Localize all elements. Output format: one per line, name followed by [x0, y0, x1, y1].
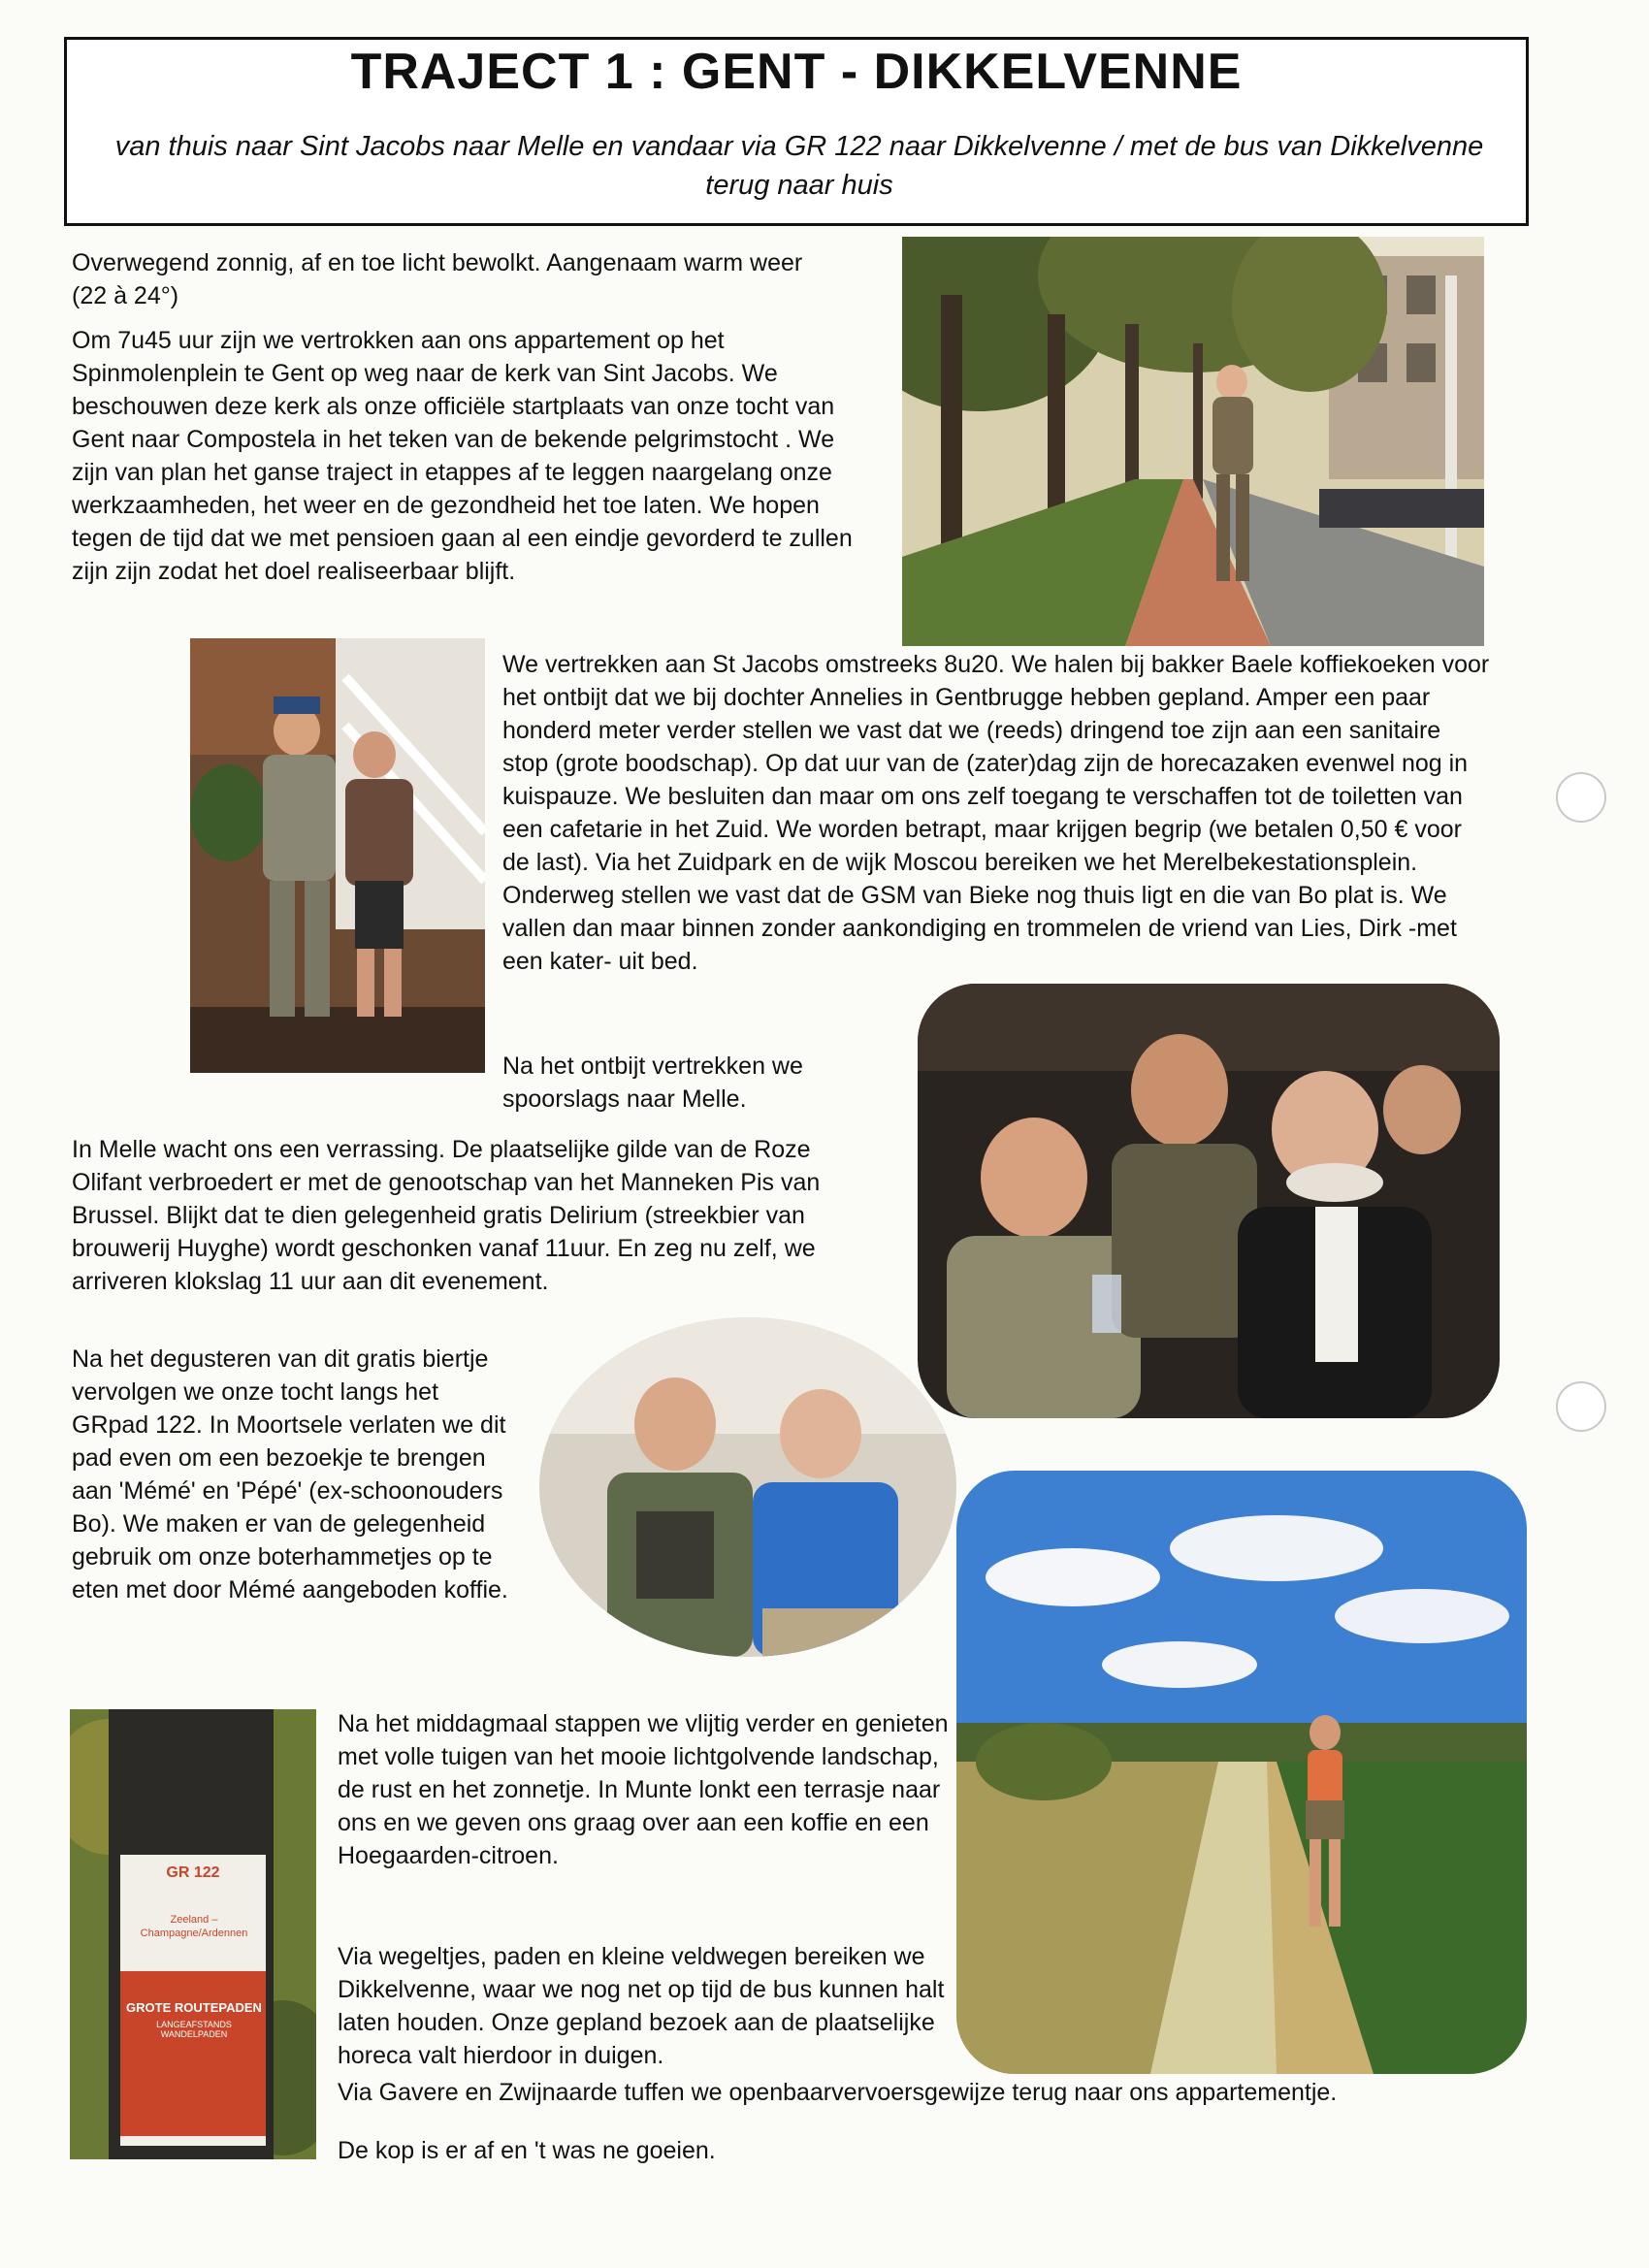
- photo-avenue-walk: [902, 237, 1484, 646]
- paragraph-breakfast: Na het ontbijt vertrekken we spoorslags naar Melle.: [502, 1053, 803, 1113]
- paragraph-departure: We vertrekken aan St Jacobs omstreeks 8u20. We halen bij bakker Baele koffiekoeken voor het ontbijt dat we bij dochter Annelies in Gentbrugge hebben gepland. Amper een paar honderd meter verder stellen we vast dat we (reeds) dringend toe zijn aan een sanitaire stop (grote boodschap). Op dat uur van de (zater)dag zijn de horecazaken evenwel nog in kuispauze. We besluiten dan maar om ons zelf toegang te verschaffen tot de toiletten van een cafetarie in het Zuid. We worden betrapt, maar krijgen begrip (we betalen 0,50 € voor de last). Via het Zuidpark en de wijk Moscou bereiken we het Merelbekestationsplein. Onderweg stellen we vast dat de GSM van Bieke nog thuis ligt en die van Bo plat is. We vallen dan maar binnen zonder aankondiging en trommelen de vriend van Lies, Dirk -met een kater- uit bed.: [502, 651, 1490, 975]
- paragraph-gr122: Na het degusteren van dit gratis biertje vervolgen we onze tocht langs het GRpad 122. In Moortsele verlaten we dit pad even om een bezoekje te brengen aan 'Mémé' en 'Pépé' (ex-schoonouders Bo). We maken er van de gelegenheid gebruik om onze boterhammetjes op te eten met door Mémé aangeboden koffie.: [72, 1345, 508, 1604]
- paragraph-start: Om 7u45 uur zijn we vertrokken aan ons appartement op het Spinmolenplein te Gent op weg naar de kerk van Sint Jacobs. We beschouwen deze kerk als onze officiële startplaats van onze tocht van Gent naar Compostela in het teken van de bekende pelgrimstocht . We zijn van plan het ganse traject in etappes af te leggen naargelang onze werkzaamheden, het weer en de gezondheid het toe laten. We hopen tegen de tijd dat we met pensioen gaan al een eindje gevorderd te zullen zijn zijn zodat het doel realiseerbaar blijft.: [72, 327, 853, 585]
- paragraph-dikkelvenne: Via wegeltjes, paden en kleine veldwegen bereiken we Dikkelvenne, waar we nog net op tijd de bus kunnen halt laten houden. Onze gepland bezoek aan de plaatselijke horeca valt hierdoor in duigen.: [338, 1943, 945, 2069]
- sign-code: GR 122: [166, 1864, 220, 1881]
- paragraph-melle: In Melle wacht ons een verrassing. De plaatselijke gilde van de Roze Olifant verbroedert er met de genootschap van het Manneken Pis van Brussel. Blijkt dat te dien gelegenheid gratis Delirium (streekbier van brouwerij Huyghe) wordt geschonken vanaf 11uur. En zeg nu zelf, we arriveren klokslag 11 uur aan dit evenement.: [72, 1136, 821, 1295]
- sign-line-2: LANGEAFSTANDS WANDELPADEN: [156, 2020, 232, 2039]
- page-subtitle: van thuis naar Sint Jacobs naar Melle en vandaar via GR 122 naar Dikkelvenne / met de bus van Dikkelvenne terug naar huis: [114, 131, 1484, 201]
- sign-route: Zeeland – Champagne/Ardennen: [140, 1914, 248, 1939]
- paragraph-closing: De kop is er af en 't was ne goeien.: [338, 2137, 716, 2164]
- paragraph-return: Via Gavere en Zwijnaarde tuffen we openbaarvervoersgewijze terug naar ons appartementje.: [338, 2079, 1338, 2106]
- sign-line-1: GROTE ROUTEPADEN: [126, 2000, 262, 2015]
- paragraph-afternoon: Na het middagmaal stappen we vlijtig verder en genieten met volle tuigen van het mooie lichtgolvende landschap, de rust en het zonnetje. In Munte lonkt een terrasje naar ons en we geven ons graag over aan een koffie en een Hoegaarden-citroen.: [338, 1710, 949, 1869]
- photo-meme-pepe: [539, 1317, 956, 1657]
- photo-festival-group: [918, 984, 1500, 1418]
- page-title: TRAJECT 1 : GENT - DIKKELVENNE: [350, 44, 1243, 100]
- title-box: [64, 37, 1529, 226]
- punch-hole-lower: [1556, 1381, 1606, 1432]
- paragraph-weather: Overwegend zonnig, af en toe licht bewolkt. Aangenaam warm weer (22 à 24°): [72, 249, 803, 309]
- punch-hole-upper: [1556, 772, 1606, 823]
- photo-field-path: [956, 1471, 1527, 2074]
- photo-couple-stairs: [190, 638, 485, 1073]
- photo-gr122-sign: [70, 1709, 316, 2159]
